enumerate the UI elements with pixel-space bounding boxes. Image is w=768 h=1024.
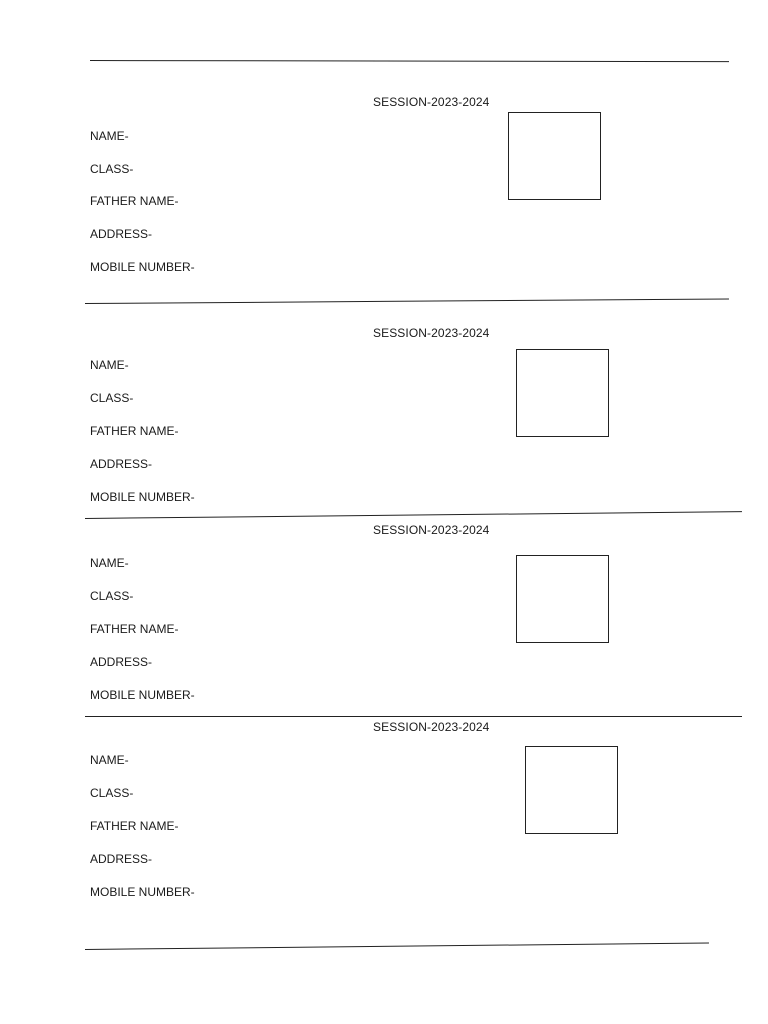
class-label: CLASS- (90, 162, 134, 176)
separator-rule-2 (85, 299, 729, 304)
session-label: SESSION-2023-2024 (373, 523, 490, 537)
session-label: SESSION-2023-2024 (373, 326, 490, 340)
father-name-label: FATHER NAME- (90, 819, 179, 833)
name-label: NAME- (90, 129, 129, 143)
separator-rule-5 (85, 942, 709, 950)
mobile-number-label: MOBILE NUMBER- (90, 885, 195, 899)
class-label: CLASS- (90, 786, 134, 800)
address-label: ADDRESS- (90, 655, 153, 669)
address-label: ADDRESS- (90, 457, 153, 471)
photo-box (516, 555, 609, 643)
name-label: NAME- (90, 556, 129, 570)
father-name-label: FATHER NAME- (90, 622, 179, 636)
mobile-number-label: MOBILE NUMBER- (90, 688, 195, 702)
class-label: CLASS- (90, 589, 134, 603)
session-label: SESSION-2023-2024 (373, 720, 490, 734)
mobile-number-label: MOBILE NUMBER- (90, 490, 195, 504)
photo-box (516, 349, 609, 437)
address-label: ADDRESS- (90, 852, 153, 866)
photo-box (525, 746, 618, 834)
name-label: NAME- (90, 753, 129, 767)
separator-rule-3 (85, 511, 742, 519)
address-label: ADDRESS- (90, 227, 153, 241)
separator-rule-1 (90, 60, 729, 62)
separator-rule-4 (85, 716, 742, 717)
name-label: NAME- (90, 358, 129, 372)
mobile-number-label: MOBILE NUMBER- (90, 260, 195, 274)
father-name-label: FATHER NAME- (90, 194, 179, 208)
session-label: SESSION-2023-2024 (373, 95, 490, 109)
photo-box (508, 112, 601, 200)
father-name-label: FATHER NAME- (90, 424, 179, 438)
class-label: CLASS- (90, 391, 134, 405)
